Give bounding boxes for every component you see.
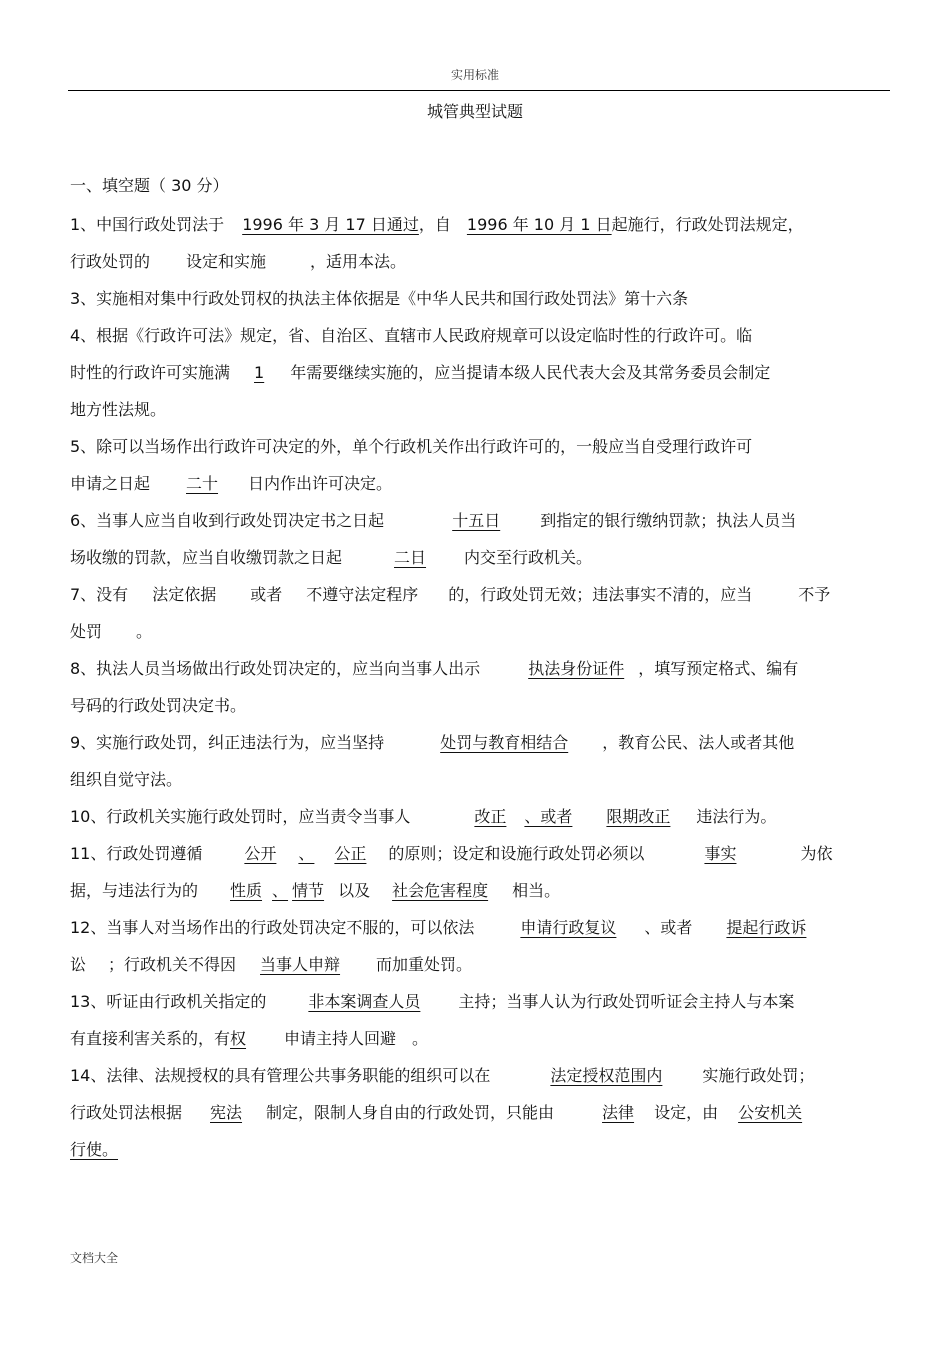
- q1-text: 起施行，行政处罚法规定，: [611, 215, 804, 234]
- question-list: [70, 206, 890, 1168]
- q13-answer: 权: [230, 1029, 247, 1048]
- q6-answer: 十五日: [452, 511, 501, 530]
- q12-text: 、或者: [644, 918, 693, 937]
- q7-line-2: [70, 613, 890, 650]
- q9-text: 组织自觉守法。: [70, 770, 183, 789]
- q9-answer: 处罚与教育相结合: [440, 733, 569, 752]
- q13-line-1: [70, 983, 890, 1020]
- q7-text: 或者: [250, 585, 283, 604]
- q12-answer: 讼: [70, 955, 87, 974]
- q1-text: ，适用本法。: [310, 252, 407, 271]
- q13-text: 13、听证由行政机关指定的: [70, 992, 267, 1011]
- q7-text: 。: [136, 622, 153, 641]
- q13-answer: 非本案调查人员: [308, 992, 421, 1011]
- q11-answer: 社会危害程度: [392, 881, 489, 900]
- q11-text: 11、行政处罚遵循: [70, 844, 203, 863]
- q6-answer: 二日: [394, 548, 427, 567]
- q5-text: 日内作出许可决定。: [248, 474, 393, 493]
- q11-text: 据，与违法行为的: [70, 881, 199, 900]
- q10-text: 违法行为。: [696, 807, 777, 826]
- q6-line-1: [70, 502, 890, 539]
- q1-line-1: [70, 206, 890, 243]
- q4-text: 地方性法规。: [70, 400, 167, 419]
- q6-text: 到指定的银行缴纳罚款；执法人员当: [540, 511, 797, 530]
- q11-text: 、: [298, 844, 315, 863]
- q1-answer: 1996 年 10 月 1 日: [466, 215, 612, 234]
- section-heading: 一、填空题（ 30 分）: [70, 176, 229, 195]
- q6-line-2: [70, 539, 890, 576]
- q11-answer: 事实: [704, 844, 737, 863]
- q11-text: 的原则；设定和设施行政处罚必须以: [388, 844, 645, 863]
- q1-text: ，自: [418, 215, 451, 234]
- q8-text: 8、执法人员当场做出行政处罚决定的，应当向当事人出示: [70, 659, 481, 678]
- q14-answer: 法律: [602, 1103, 635, 1122]
- q5-line-2: [70, 465, 890, 502]
- q5-text: 申请之日起: [70, 474, 151, 493]
- q5-text: 5、除可以当场作出行政许可决定的外，单个行政机关作出行政许可的，一般应当自受理行政许可: [70, 437, 753, 456]
- q1-answer: 设定和实施: [186, 252, 267, 271]
- q14-line-2: [70, 1094, 890, 1131]
- q12-text: 12、当事人对当场作出的行政处罚决定不服的，可以依法: [70, 918, 475, 937]
- q14-line-1: [70, 1057, 890, 1094]
- q11-answer: 公正: [334, 844, 367, 863]
- q8-text: 号码的行政处罚决定书。: [70, 696, 247, 715]
- q10-answer: 改正: [474, 807, 507, 826]
- page-header: 实用标准: [450, 68, 499, 82]
- q8-line-1: [70, 650, 890, 687]
- q12-answer: 当事人申辩: [260, 955, 341, 974]
- q9-line-2: [70, 761, 890, 798]
- q14-answer: 法定授权范围内: [550, 1066, 663, 1085]
- q4-line-2: [70, 354, 890, 391]
- q10-line-1: [70, 798, 890, 835]
- q11-text: 、: [272, 881, 289, 900]
- q11-text: 为依: [800, 844, 833, 863]
- q11-text: 相当。: [512, 881, 561, 900]
- q13-text: 申请主持人回避: [284, 1029, 397, 1048]
- q9-line-1: [70, 724, 890, 761]
- q4-text: 年需要继续实施的，应当提请本级人民代表大会及其常务委员会制定: [290, 363, 771, 382]
- q14-text: 制定，限制人身自由的行政处罚，只能由: [266, 1103, 555, 1122]
- q6-text: 场收缴的罚款，应当自收缴罚款之日起: [70, 548, 343, 567]
- q14-text: 14、法律、法规授权的具有管理公共事务职能的组织可以在: [70, 1066, 491, 1085]
- q14-text: 设定，由: [654, 1103, 719, 1122]
- q11-answer: 公开: [244, 844, 277, 863]
- q1-text: 1、中国行政处罚法于: [70, 215, 225, 234]
- q1-line-2: [70, 243, 890, 280]
- q7-line-1: [70, 576, 890, 613]
- q14-answer: 行使。: [70, 1140, 119, 1159]
- q7-text: 的，行政处罚无效；违法事实不清的，应当: [448, 585, 753, 604]
- q11-answer: 情节: [292, 881, 325, 900]
- q13-line-2: [70, 1020, 890, 1057]
- q9-text: ，教育公民、法人或者其他: [602, 733, 795, 752]
- q14-text: 行政处罚法根据: [70, 1103, 183, 1122]
- q5-line-1: [70, 428, 890, 465]
- q12-line-2: [70, 946, 890, 983]
- q13-text: 有直接利害关系的，有: [70, 1029, 231, 1048]
- q4-answer: 1: [254, 363, 265, 382]
- q1-text: 行政处罚的: [70, 252, 151, 271]
- q4-line-1: [70, 317, 890, 354]
- q7-answer: 法定依据: [152, 585, 217, 604]
- q9-text: 9、实施行政处罚，纠正违法行为，应当坚持: [70, 733, 385, 752]
- q14-text: 实施行政处罚；: [702, 1066, 815, 1085]
- q3-line-1: [70, 280, 890, 317]
- q14-answer: 公安机关: [738, 1103, 803, 1122]
- page-footer: 文档大全: [70, 1251, 119, 1265]
- q11-answer: 性质: [230, 881, 263, 900]
- q7-answer: 不予: [798, 585, 831, 604]
- q6-text: 6、当事人应当自收到行政处罚决定书之日起: [70, 511, 385, 530]
- q7-answer: 处罚: [70, 622, 103, 641]
- q10-text: 10、行政机关实施行政处罚时，应当责令当事人: [70, 807, 411, 826]
- document-title: 城管典型试题: [426, 102, 523, 121]
- q8-answer: 执法身份证件: [528, 659, 625, 678]
- q12-answer: 申请行政复议: [520, 918, 617, 937]
- q7-text: 7、没有: [70, 585, 129, 604]
- q13-text: 。: [412, 1029, 429, 1048]
- q11-line-1: [70, 835, 890, 872]
- q5-answer: 二十: [186, 474, 219, 493]
- q12-text: 而加重处罚。: [376, 955, 473, 974]
- q4-line-3: [70, 391, 890, 428]
- q10-text: 、或者: [524, 807, 573, 826]
- q3-text: 3、实施相对集中行政处罚权的执法主体依据是《中华人民共和国行政处罚法》第十六条: [70, 289, 689, 308]
- q6-text: 内交至行政机关。: [464, 548, 593, 567]
- q10-answer: 限期改正: [606, 807, 671, 826]
- header-rule: [68, 90, 890, 91]
- q8-line-2: [70, 687, 890, 724]
- q4-text: 4、根据《行政许可法》规定，省、自治区、直辖市人民政府规章可以设定临时性的行政许可。临: [70, 326, 753, 345]
- q1-answer: 1996 年 3 月 17 日通过: [242, 215, 419, 234]
- q7-answer: 不遵守法定程序: [306, 585, 419, 604]
- q12-line-1: [70, 909, 890, 946]
- q12-text: ；行政机关不得因: [108, 955, 237, 974]
- q13-text: 主持；当事人认为行政处罚听证会主持人与本案: [458, 992, 795, 1011]
- q14-answer: 宪法: [210, 1103, 243, 1122]
- q11-text: 以及: [338, 881, 371, 900]
- q8-text: ，填写预定格式、编有: [638, 659, 799, 678]
- q4-text: 时性的行政许可实施满: [70, 363, 231, 382]
- q12-answer: 提起行政诉: [726, 918, 807, 937]
- q14-line-3: [70, 1131, 890, 1168]
- q11-line-2: [70, 872, 890, 909]
